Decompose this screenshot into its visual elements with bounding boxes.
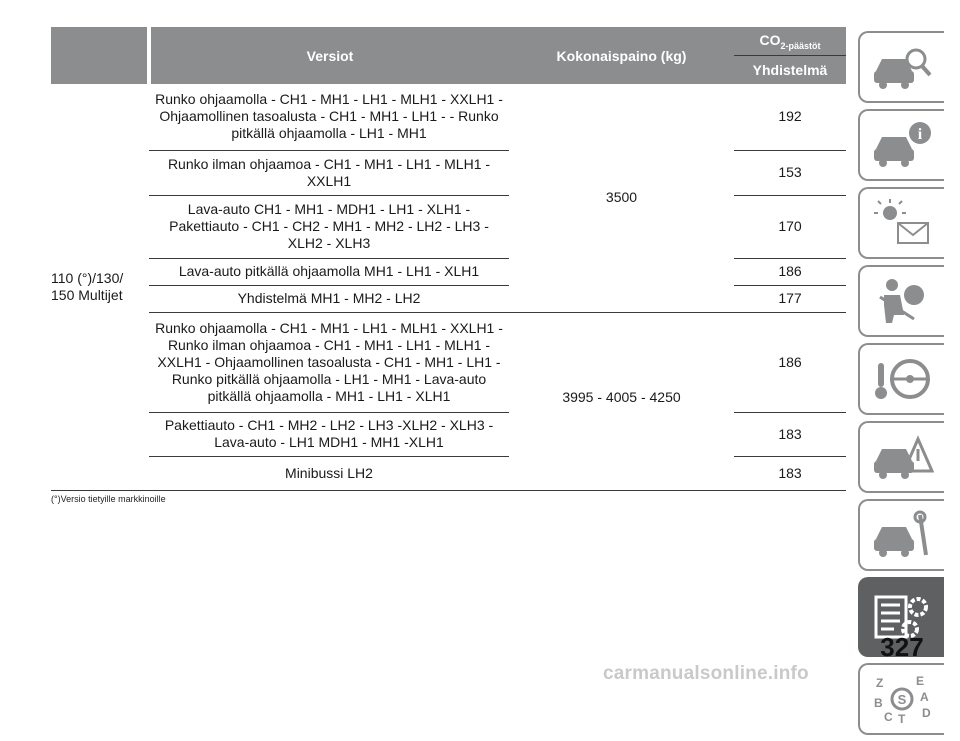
specs-table-wrapper bbox=[51, 27, 846, 491]
svg-text:T: T bbox=[898, 712, 906, 725]
co2-value: 170 bbox=[734, 195, 846, 258]
svg-text:A: A bbox=[920, 690, 929, 704]
svg-text:D: D bbox=[922, 706, 931, 720]
co2-value: 153 bbox=[734, 150, 846, 195]
co2-value: 186 bbox=[734, 312, 846, 412]
svg-text:E: E bbox=[916, 674, 925, 688]
header-weight: Kokonaispaino (kg) bbox=[509, 27, 734, 84]
car-info-icon bbox=[870, 119, 934, 171]
tab-car-info[interactable] bbox=[858, 109, 944, 181]
svg-text:C: C bbox=[884, 710, 893, 724]
alphabet-index-icon bbox=[870, 673, 934, 725]
header-combined: Yhdistelmä bbox=[734, 56, 846, 85]
svg-text:S: S bbox=[897, 692, 907, 707]
table-row: Runko ohjaamolla - CH1 - MH1 - LH1 - MLH1 - XXLH1 - Runko ilman ohjaamoa - CH1 - MH1 - LH1 - MLH1 - XXLH1 - Ohjaamollinen tasoalusta - CH1 - MH1 - LH1 - Runko pitkällä ohjaamolla - LH1 - MH1 - Lava-auto pitkällä ohjaamolla - MH1 - LH1 - XLH1 bbox=[149, 312, 509, 412]
page-number: 327 bbox=[880, 632, 924, 662]
co2-value: 183 bbox=[734, 412, 846, 456]
weight-cell: 3500 bbox=[509, 84, 734, 312]
footnote: (°)Versio tietyille markkinoille bbox=[51, 494, 166, 504]
table-row: Lava-auto pitkällä ohjaamolla MH1 - LH1 - XLH1 bbox=[149, 258, 509, 285]
table-row: Minibussi LH2 bbox=[149, 456, 509, 490]
car-tools-icon bbox=[870, 509, 934, 561]
steering-key-icon bbox=[870, 353, 934, 405]
header-engine bbox=[51, 27, 149, 84]
table-row: Runko ilman ohjaamoa - CH1 - MH1 - LH1 - MLH1 - XXLH1 bbox=[149, 150, 509, 195]
co2-value: 186 bbox=[734, 258, 846, 285]
table-row: Lava-auto CH1 - MH1 - MDH1 - LH1 - XLH1 - Pakettiauto - CH1 - CH2 - MH1 - MH2 - LH2 - LH3 - XLH2 - XLH3 bbox=[149, 195, 509, 258]
co2-value: 192 bbox=[734, 84, 846, 150]
svg-text:i: i bbox=[917, 126, 923, 143]
tab-alphabet-index[interactable] bbox=[858, 663, 944, 735]
warning-lights-icon bbox=[870, 197, 934, 249]
tab-warning-lights[interactable] bbox=[858, 187, 944, 259]
svg-text:Z: Z bbox=[876, 676, 884, 690]
table-row: Yhdistelmä MH1 - MH2 - LH2 bbox=[149, 285, 509, 312]
weight-cell: 3995 - 4005 - 4250 bbox=[509, 312, 734, 490]
tab-car-tools[interactable] bbox=[858, 499, 944, 571]
co2-value: 177 bbox=[734, 285, 846, 312]
co2-value: 183 bbox=[734, 456, 846, 490]
header-versions: Versiot bbox=[149, 27, 509, 84]
car-search-icon bbox=[870, 41, 934, 93]
tab-car-search[interactable] bbox=[858, 31, 944, 103]
svg-text:B: B bbox=[874, 696, 883, 710]
table-row: Runko ohjaamolla - CH1 - MH1 - LH1 - MLH1 - XXLH1 - Ohjaamollinen tasoalusta - CH1 - MH1 - LH1 - - Runko pitkällä ohjaamolla - LH1 - MH1 bbox=[149, 84, 509, 150]
airbag-icon bbox=[870, 275, 934, 327]
tab-car-crash[interactable] bbox=[858, 421, 944, 493]
tab-airbag[interactable] bbox=[858, 265, 944, 337]
header-co2: $CO_{2-päästöt}$ bbox=[734, 27, 846, 56]
watermark: carmanualsonline.info bbox=[603, 663, 809, 684]
tab-steering-key[interactable] bbox=[858, 343, 944, 415]
table-row: Pakettiauto - CH1 - MH2 - LH2 - LH3 -XLH2 - XLH3 - Lava-auto - LH1 MDH1 - MH1 -XLH1 bbox=[149, 412, 509, 456]
emissions-table bbox=[51, 27, 846, 491]
car-crash-icon bbox=[870, 431, 934, 483]
engine-cell: 110 (°)/130/ 150 Multijet bbox=[51, 84, 149, 490]
